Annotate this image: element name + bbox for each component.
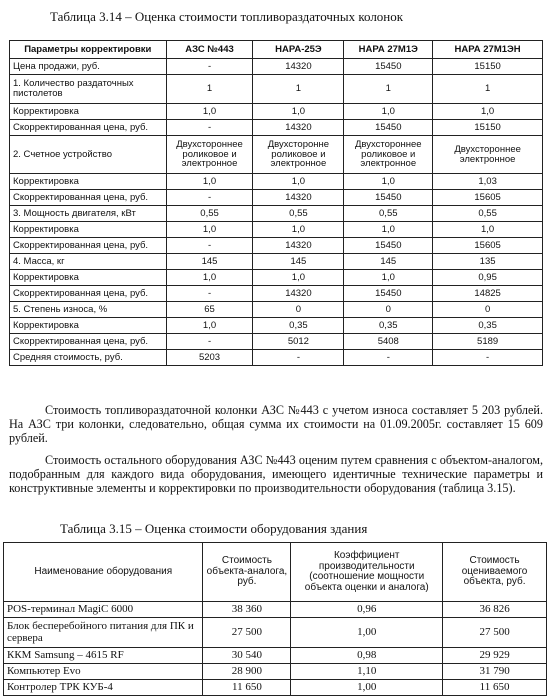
table-3-14-caption: Таблица 3.14 – Оценка стоимости топливораздаточных колонок <box>50 9 404 24</box>
table-row <box>4 664 547 680</box>
table-cell: 15450 <box>344 238 433 254</box>
table-cell: - <box>433 350 543 366</box>
row-label: Блок бесперебойного питания для ПК и сервера <box>4 618 203 648</box>
table-cell: 0,35 <box>433 318 543 334</box>
row-label: Скорректированная цена, руб. <box>10 286 167 302</box>
table-cell: 28 900 <box>203 664 291 680</box>
table-cell: 14320 <box>253 238 344 254</box>
row-label: Скорректированная цена, руб. <box>10 238 167 254</box>
table-cell: 1,0 <box>166 270 253 286</box>
paragraph-equipment-method: Стоимость остального оборудования АЗС №443 оценим путем сравнения с объектом-аналогом, подобранным для каждого вида оборудования, имеющего идентичные технические параметры и конструктивные элементы и корректировки по производительности оборудования (таблица 3.15). <box>9 453 543 495</box>
table-cell: 30 540 <box>203 648 291 664</box>
row-label: 5. Степень износа, % <box>10 302 167 318</box>
table-cell: 5189 <box>433 334 543 350</box>
table-cell: 1,0 <box>433 222 543 238</box>
table-cell: 27 500 <box>203 618 291 648</box>
table-header-row <box>4 543 547 602</box>
row-label: 3. Мощность двигателя, кВт <box>10 206 167 222</box>
table-row <box>4 602 547 618</box>
table-row <box>10 238 543 254</box>
table-row <box>4 618 547 648</box>
paragraph-dispenser-summary: Стоимость топливораздаточной колонки АЗС №443 с учетом износа составляет 5 203 рублей. На АЗС три колонки, следовательно, общая сумма их стоимости на 01.09.2005г. составляет 15 609 рублей. <box>9 403 543 445</box>
table-row <box>10 318 543 334</box>
table-cell: 1,0 <box>433 104 543 120</box>
table-cell: Двухсторонне роликовое и электронное <box>253 136 344 174</box>
table-cell: 1 <box>344 75 433 104</box>
table-cell: - <box>166 334 253 350</box>
table-cell: 14825 <box>433 286 543 302</box>
table-cell: Двухстороннее электронное <box>433 136 543 174</box>
row-label: Корректировка <box>10 270 167 286</box>
row-label: Средняя стоимость, руб. <box>10 350 167 366</box>
table-cell: 1,00 <box>291 680 443 696</box>
table-row <box>10 302 543 318</box>
table-row <box>10 190 543 206</box>
table-row <box>10 254 543 270</box>
table-cell: 0,55 <box>433 206 543 222</box>
table-cell: 65 <box>166 302 253 318</box>
table-cell: 1 <box>253 75 344 104</box>
table-cell: - <box>166 190 253 206</box>
table-cell: 1,10 <box>291 664 443 680</box>
column-header: НАРА-25Э <box>253 41 344 59</box>
table-cell: - <box>166 238 253 254</box>
table-cell: 1,0 <box>344 174 433 190</box>
table-cell: 0 <box>344 302 433 318</box>
row-label: Цена продажи, руб. <box>10 59 167 75</box>
table-cell: 0,95 <box>433 270 543 286</box>
building-equipment-valuation-table <box>3 542 547 696</box>
row-label: Корректировка <box>10 222 167 238</box>
table-cell: 15450 <box>344 286 433 302</box>
table-cell: 14320 <box>253 286 344 302</box>
table-cell: 1,0 <box>344 270 433 286</box>
column-header: Наименование оборудования <box>4 543 203 602</box>
table-cell: 135 <box>433 254 543 270</box>
table-cell: 11 650 <box>203 680 291 696</box>
table-cell: Двухстороннее роликовое и электронное <box>166 136 253 174</box>
table-row <box>10 120 543 136</box>
table-row <box>10 206 543 222</box>
table-cell: 14320 <box>253 120 344 136</box>
table-cell: 15450 <box>344 120 433 136</box>
table-row <box>10 222 543 238</box>
column-header: Стоимость оцениваемого объекта, руб. <box>443 543 547 602</box>
row-label: Скорректированная цена, руб. <box>10 334 167 350</box>
table-cell: 15450 <box>344 59 433 75</box>
row-label: 2. Счетное устройство <box>10 136 167 174</box>
table-cell: 0,55 <box>166 206 253 222</box>
table-row <box>4 648 547 664</box>
table-cell: 0,35 <box>344 318 433 334</box>
table-cell: 0,55 <box>344 206 433 222</box>
row-label: POS-терминал MagiC 6000 <box>4 602 203 618</box>
row-label: Компьютер Evo <box>4 664 203 680</box>
table-cell: 1 <box>166 75 253 104</box>
table-cell: 0 <box>433 302 543 318</box>
table-cell: 1,0 <box>166 222 253 238</box>
row-label: Контролер ТРК КУБ-4 <box>4 680 203 696</box>
table-cell: 1,0 <box>344 104 433 120</box>
column-header: Параметры корректировки <box>10 41 167 59</box>
table-cell: 0,35 <box>253 318 344 334</box>
table-cell: 1,03 <box>433 174 543 190</box>
table-cell: 5012 <box>253 334 344 350</box>
table-header-row <box>10 41 543 59</box>
table-3-15-caption: Таблица 3.15 – Оценка стоимости оборудования здания <box>60 521 368 536</box>
table-row <box>10 59 543 75</box>
table-row <box>10 286 543 302</box>
row-label: Корректировка <box>10 174 167 190</box>
table-cell: - <box>344 350 433 366</box>
table-cell: 1,0 <box>166 318 253 334</box>
table-cell: 1,0 <box>253 222 344 238</box>
table-cell: 31 790 <box>443 664 547 680</box>
table-cell: 145 <box>344 254 433 270</box>
column-header: Стоимость объекта-аналога, руб. <box>203 543 291 602</box>
table-cell: 14320 <box>253 59 344 75</box>
table-cell: 15150 <box>433 59 543 75</box>
column-header: НАРА 27М1Э <box>344 41 433 59</box>
table-cell: 5408 <box>344 334 433 350</box>
row-label: Корректировка <box>10 104 167 120</box>
table-cell: - <box>166 120 253 136</box>
table-cell: 1,0 <box>166 174 253 190</box>
table-cell: 15450 <box>344 190 433 206</box>
column-header: НАРА 27М1ЭН <box>433 41 543 59</box>
row-label: Корректировка <box>10 318 167 334</box>
table-row <box>10 104 543 120</box>
table-cell: - <box>253 350 344 366</box>
table-cell: - <box>166 286 253 302</box>
table-cell: 15605 <box>433 238 543 254</box>
table-cell: 1,00 <box>291 618 443 648</box>
table-cell: Двухстороннее роликовое и электронное <box>344 136 433 174</box>
table-row <box>10 350 543 366</box>
table-cell: 36 826 <box>443 602 547 618</box>
row-label: Скорректированная цена, руб. <box>10 190 167 206</box>
table-cell: 27 500 <box>443 618 547 648</box>
table-cell: 15150 <box>433 120 543 136</box>
table-cell: 1,0 <box>253 174 344 190</box>
table-cell: 15605 <box>433 190 543 206</box>
row-label: Скорректированная цена, руб. <box>10 120 167 136</box>
row-label: 1. Количество раздаточных пистолетов <box>10 75 167 104</box>
row-label: 4. Масса, кг <box>10 254 167 270</box>
column-header: АЗС №443 <box>166 41 253 59</box>
table-cell: 1 <box>433 75 543 104</box>
fuel-dispenser-valuation-table <box>9 40 543 366</box>
table-cell: 29 929 <box>443 648 547 664</box>
table-cell: 0 <box>253 302 344 318</box>
column-header: Коэффициент производительности (соотношение мощности объекта оценки и аналога) <box>291 543 443 602</box>
row-label: ККМ Samsung – 4615 RF <box>4 648 203 664</box>
table-cell: 0,55 <box>253 206 344 222</box>
table-row <box>10 334 543 350</box>
table-cell: - <box>166 59 253 75</box>
table-cell: 38 360 <box>203 602 291 618</box>
table-cell: 1,0 <box>166 104 253 120</box>
table-cell: 1,0 <box>253 104 344 120</box>
table-cell: 11 650 <box>443 680 547 696</box>
table-cell: 0,98 <box>291 648 443 664</box>
table-cell: 1,0 <box>344 222 433 238</box>
table-row <box>10 174 543 190</box>
table-cell: 145 <box>166 254 253 270</box>
table-cell: 0,96 <box>291 602 443 618</box>
table-row <box>10 270 543 286</box>
table-row <box>10 136 543 174</box>
table-cell: 1,0 <box>253 270 344 286</box>
table-cell: 5203 <box>166 350 253 366</box>
table-row <box>10 75 543 104</box>
table-cell: 14320 <box>253 190 344 206</box>
table-cell: 145 <box>253 254 344 270</box>
